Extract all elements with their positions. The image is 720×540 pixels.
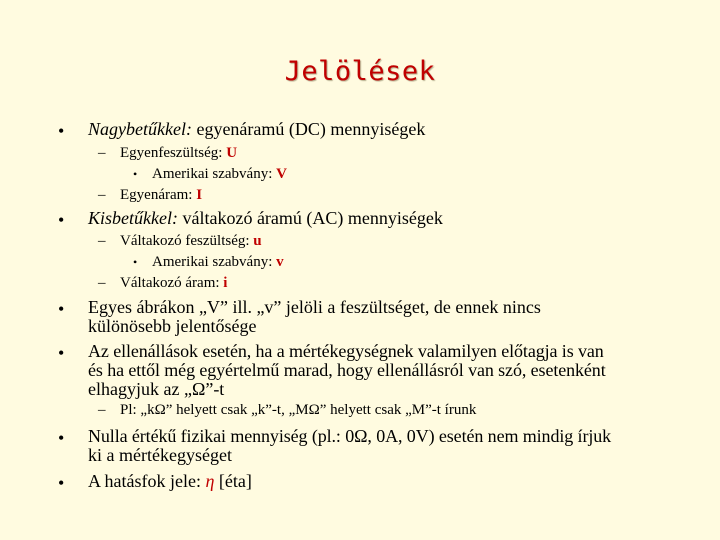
sub-ac-voltage — [120, 233, 262, 250]
bullet-efficiency-suffix: [éta] — [214, 471, 252, 491]
bullet-zero-value-line2: ki a mértékegységet — [88, 445, 232, 465]
bullet-marker: • — [58, 343, 65, 363]
dash-marker: – — [98, 402, 106, 418]
sub-dc-voltage-symbol: U — [226, 145, 238, 161]
sub-dc-us-label: Amerikai szabvány: — [152, 166, 277, 182]
bullet-zero-value-line1: Nulla értékű fizikai mennyiség (pl.: 0Ω, 0A, 0V) esetén nem mindig írjuk — [88, 426, 612, 446]
sub-ac-current-symbol: i — [223, 275, 228, 291]
sub-ac-voltage-label: Váltakozó feszültség: — [120, 233, 254, 249]
bullet-ac-text: váltakozó áramú (AC) mennyiségek — [177, 208, 443, 228]
bullet-v-notation-line1: Egyes ábrákon „V” ill. „v” jelöli a feszültséget, de ennek nincs — [88, 297, 541, 317]
slide-title: Jelölések — [284, 56, 436, 87]
sub-ac-current — [120, 275, 227, 292]
bullet-resistor-line2: és ha ettől még egyértelmű marad, hogy ellenállásról van szó, esetenként — [88, 360, 606, 380]
sub-resistor-example: Pl: „kΩ” helyett csak „k”-t, „MΩ” helyett csak „M”-t írunk — [120, 402, 477, 418]
sub-ac-voltage-symbol: u — [253, 233, 262, 249]
sub-dc-voltage-label: Egyenfeszültség: — [120, 145, 227, 161]
bullet-ac-heading: Kisbetűkkel: — [88, 208, 178, 228]
bullet-marker: • — [58, 121, 65, 141]
sub-dc-us-symbol: V — [276, 166, 287, 182]
sub-ac-us-label: Amerikai szabvány: — [152, 254, 277, 270]
bullet-dc — [88, 119, 425, 140]
sub-dc-current-symbol: I — [196, 187, 203, 203]
bullet-marker: • — [58, 299, 65, 319]
bullet-resistor-line1: Az ellenállások esetén, ha a mértékegységnek valamilyen előtagja is van — [88, 341, 604, 361]
bullet-marker: • — [58, 428, 65, 448]
sub-dc-current-label: Egyenáram: — [120, 187, 197, 203]
bullet-efficiency-label: A hatásfok jele: — [88, 471, 206, 491]
sub-dc-voltage — [120, 145, 237, 162]
sub-ac-current-label: Váltakozó áram: — [120, 275, 224, 291]
sub-dc-current — [120, 187, 202, 204]
bullet-ac — [88, 208, 443, 229]
dash-marker: – — [98, 145, 106, 161]
sub-ac-us-symbol: v — [276, 254, 284, 270]
dash-marker: – — [98, 187, 106, 203]
eta-symbol: η — [205, 471, 215, 491]
bullet-v-notation-line2: különösebb jelentősége — [88, 316, 257, 336]
sub-dc-us-standard — [152, 166, 287, 183]
bullet-dc-text: egyenáramú (DC) mennyiségek — [191, 119, 426, 139]
bullet-efficiency — [88, 471, 252, 492]
dash-marker: – — [98, 233, 106, 249]
dot-marker: • — [133, 255, 138, 269]
dot-marker: • — [133, 167, 138, 181]
dash-marker: – — [98, 275, 106, 291]
bullet-marker: • — [58, 210, 65, 230]
bullet-marker: • — [58, 473, 65, 493]
bullet-dc-heading: Nagybetűkkel: — [88, 119, 192, 139]
sub-ac-us-standard — [152, 254, 284, 271]
bullet-resistor-line3: elhagyjuk az „Ω”-t — [88, 379, 225, 399]
